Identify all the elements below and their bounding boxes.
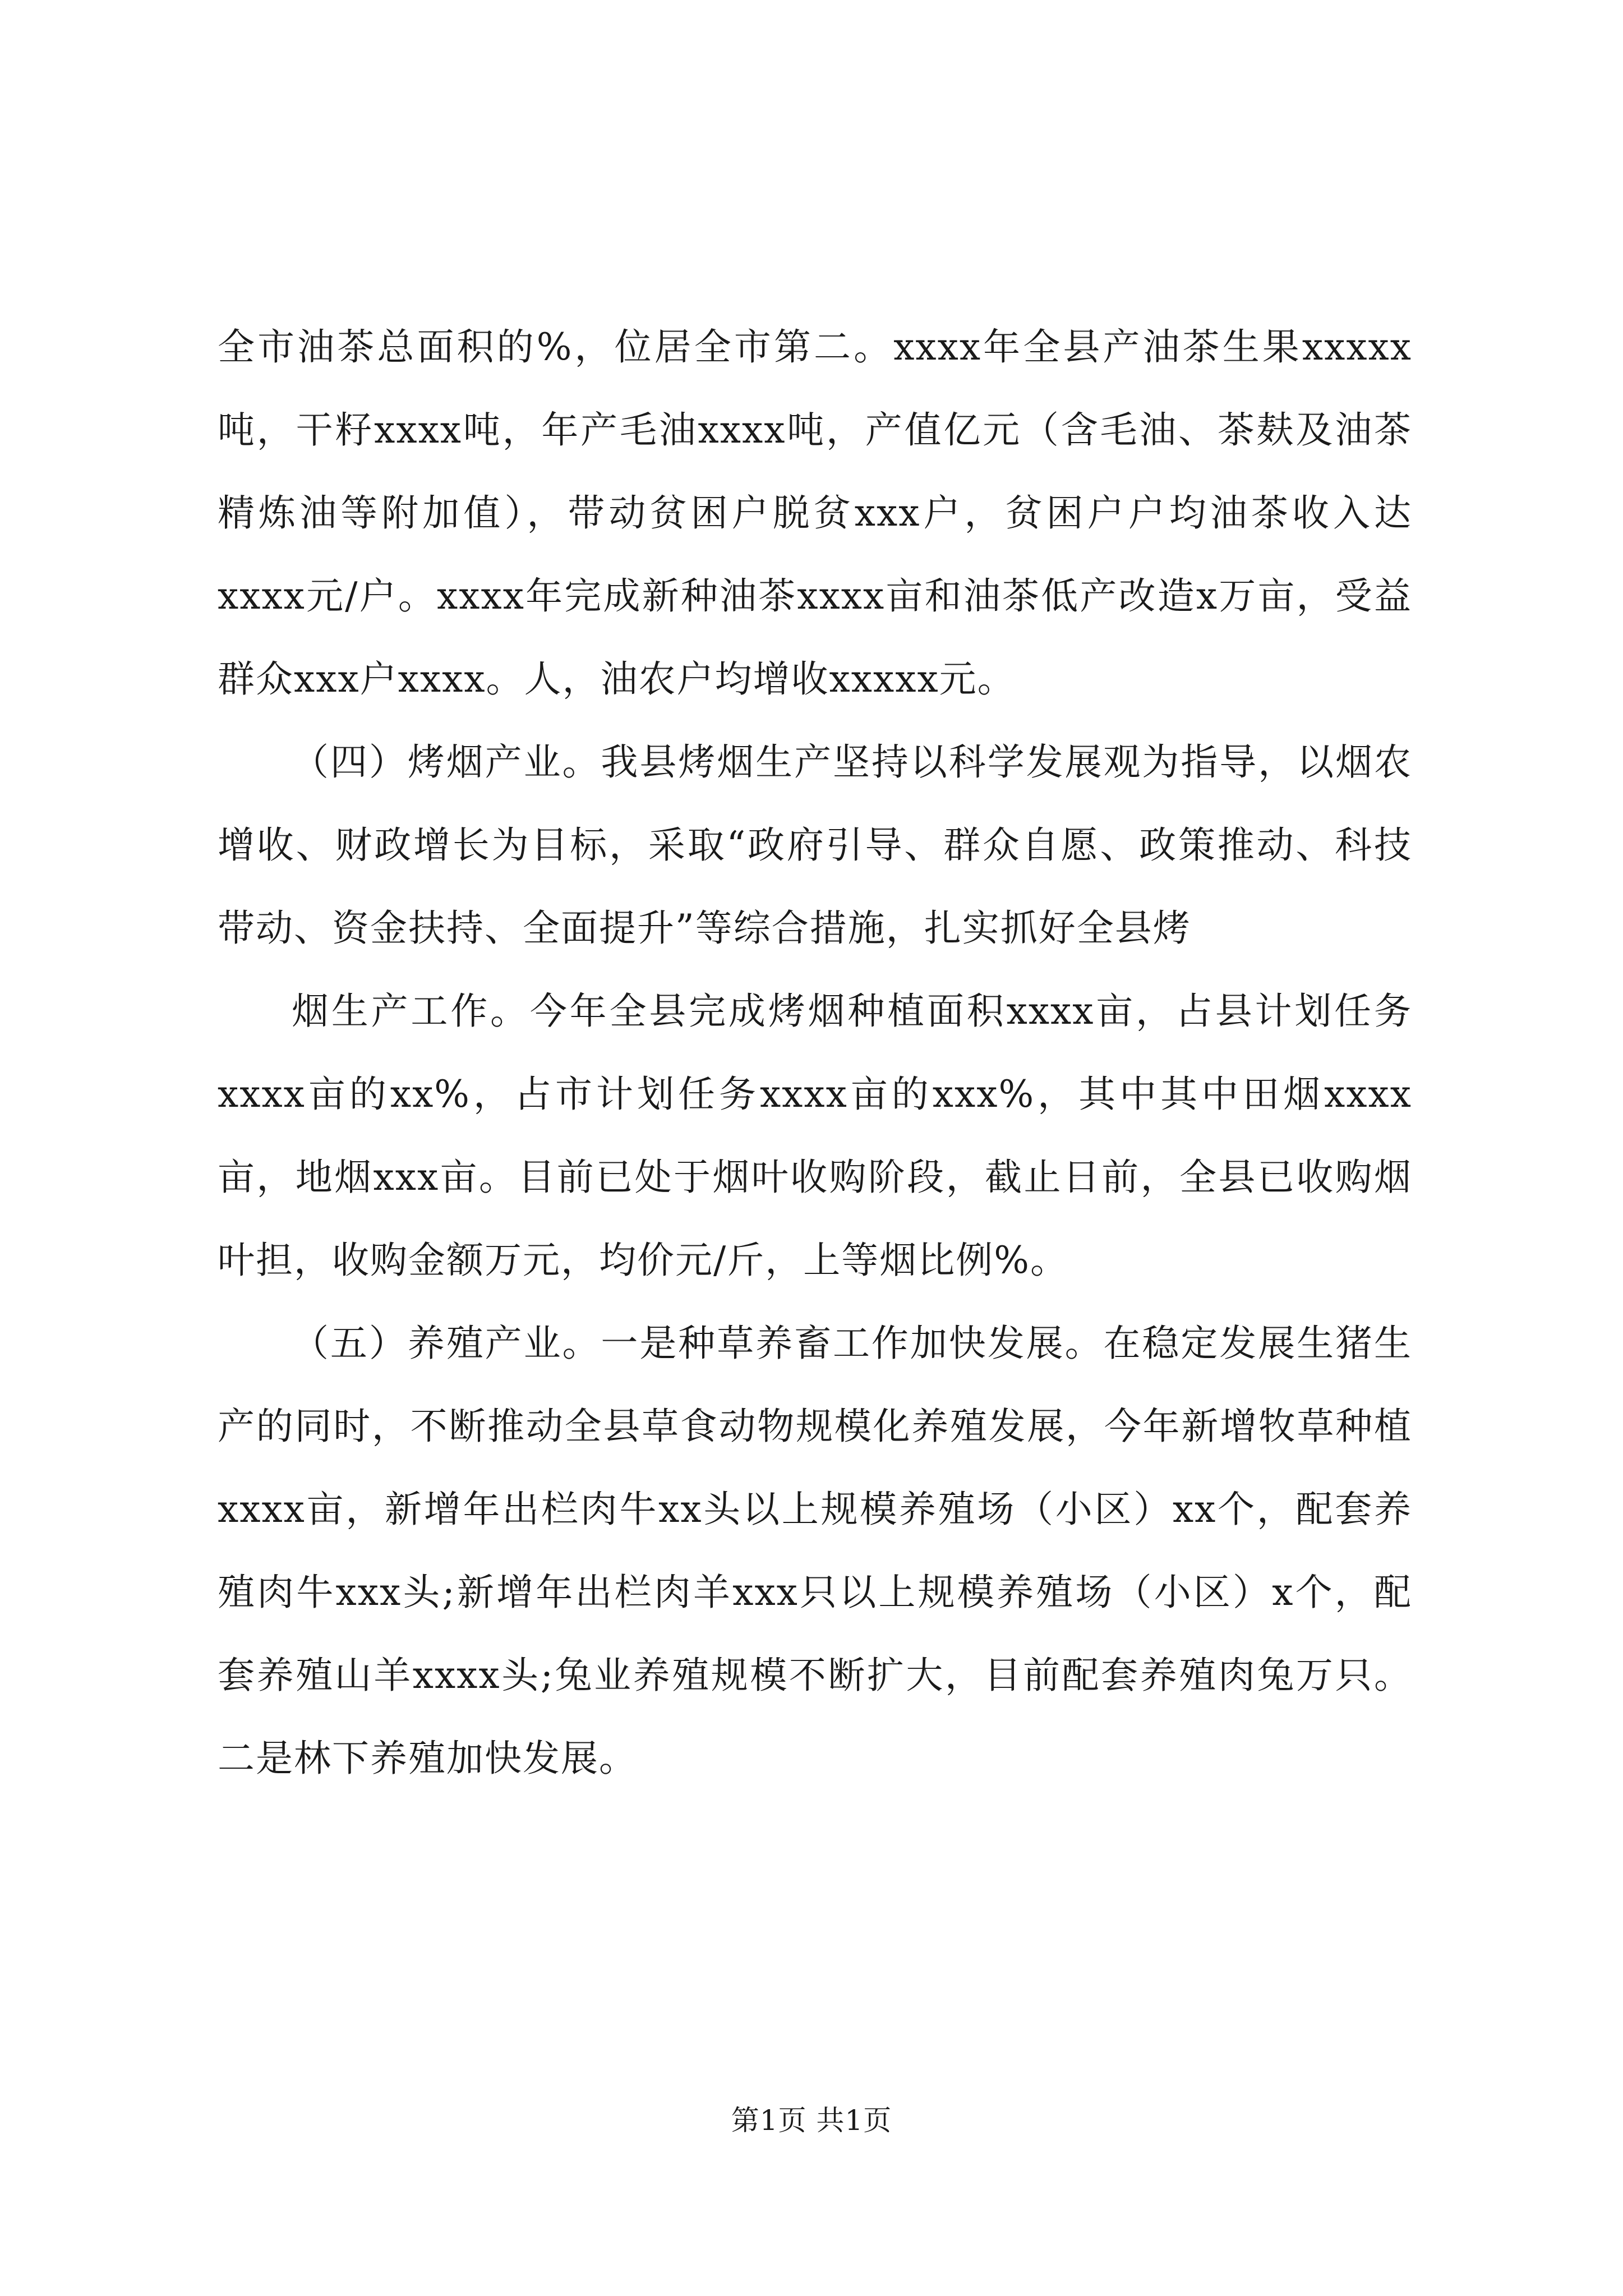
paragraph-tobacco-production: 烟生产工作。今年全县完成烤烟种植面积xxxx亩，占县计划任务xxxx亩的xx%，占市计划任务xxxx亩的xxx%，其中其中田烟xxxx亩，地烟xxx亩。目前已处于烟叶收购阶段，截止日前，全县已收购烟叶担，收购金额万元，均价元/斤，上等烟比例%。 [218,990,1412,1282]
page-footer: 第1页 共1页 [731,2104,892,2137]
paragraph-oil-tea-continued: 全市油茶总面积的%，位居全市第二。xxxx年全县产油茶生果xxxxx吨，干籽xxxx吨，年产毛油xxxx吨，产值亿元（含毛油、茶麸及油茶精炼油等附加值），带动贫困户脱贫xxx户，贫困户户均油茶收入达xxxx元/户。xxxx年完成新种油茶xxxx亩和油茶低产改造x万亩，受益群众xxx户xxxx。人，油农户均增收xxxxx元。 [218,325,1412,701]
paragraph-breeding-industry: （五）养殖产业。一是种草养畜工作加快发展。在稳定发展生猪生产的同时，不断推动全县草食动物规模化养殖发展，今年新增牧草种植xxxx亩，新增年出栏肉牛xx头以上规模养殖场（小区）xx个，配套养殖肉牛xxx头;新增年出栏肉羊xxx只以上规模养殖场（小区）x个，配套养殖山羊xxxx头;兔业养殖规模不断扩大，目前配套养殖肉兔万只。二是林下养殖加快发展。 [218,1322,1412,1780]
paragraph-tobacco-industry: （四）烤烟产业。我县烤烟生产坚持以科学发展观为指导，以烟农增收、财政增长为目标，采取“政府引导、群众自愿、政策推动、科技带动、资金扶持、全面提升”等综合措施，扎实抓好全县烤 [218,740,1412,950]
document-body [218,306,1412,1800]
